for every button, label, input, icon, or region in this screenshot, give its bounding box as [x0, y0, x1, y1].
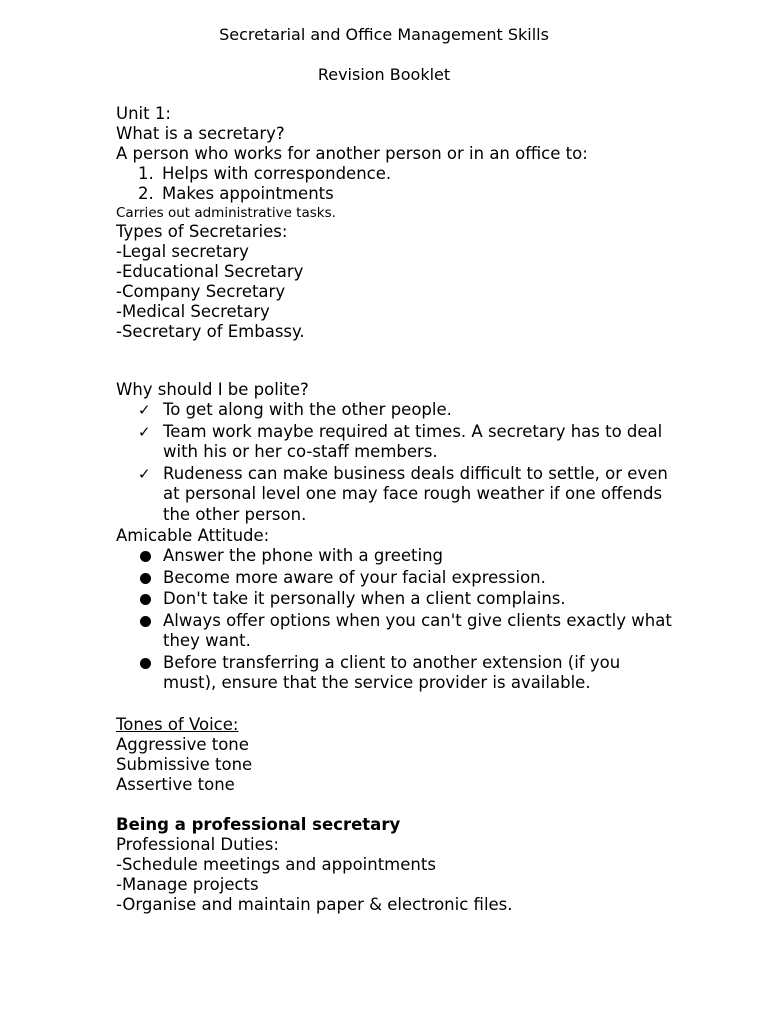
- duties-heading: Professional Duties:: [116, 834, 279, 854]
- types-heading: Types of Secretaries:: [116, 222, 288, 241]
- item-text: Makes appointments: [162, 184, 334, 203]
- type-item: -Medical Secretary: [116, 302, 270, 321]
- list-item-text: Become more aware of your facial expression.: [163, 567, 546, 587]
- duty-item: -Manage projects: [116, 874, 259, 894]
- bullet-icon: [140, 658, 151, 669]
- document-body: [116, 104, 676, 915]
- definition-text: A person who works for another person or in an office to:: [116, 144, 588, 163]
- list-item: [116, 400, 676, 421]
- tone-item: Aggressive tone: [116, 734, 249, 754]
- list-item-text: To get along with the other people.: [163, 400, 452, 419]
- numbered-item: [116, 184, 676, 204]
- list-item-text: Don't take it personally when a client complains.: [163, 589, 566, 608]
- tone-item: Submissive tone: [116, 754, 253, 774]
- question-heading: What is a secretary?: [116, 124, 285, 143]
- numbered-item: [116, 164, 676, 184]
- check-icon: ✓: [138, 401, 151, 419]
- duty-item: -Schedule meetings and appointments: [116, 854, 436, 874]
- check-icon: ✓: [138, 422, 151, 441]
- list-item-text: Always offer options when you can't give clients exactly what they want.: [163, 610, 672, 650]
- list-item: [116, 589, 676, 610]
- small-note: Carries out administrative tasks.: [116, 205, 336, 221]
- document-title: Secretarial and Office Management Skills: [219, 25, 549, 44]
- list-item: [116, 546, 676, 567]
- polite-list: [116, 400, 676, 525]
- item-number: 2.: [138, 184, 154, 203]
- type-item: -Educational Secretary: [116, 262, 304, 281]
- list-item: [116, 568, 676, 589]
- duty-item: -Organise and maintain paper & electronic files.: [116, 894, 513, 914]
- type-item: -Secretary of Embassy.: [116, 322, 305, 341]
- bullet-icon: [140, 594, 151, 605]
- list-item-text: Answer the phone with a greeting: [163, 546, 444, 565]
- item-number: 1.: [138, 164, 154, 183]
- professional-heading: Being a professional secretary: [116, 814, 401, 834]
- item-text: Helps with correspondence.: [162, 164, 392, 183]
- list-item: [116, 611, 676, 652]
- list-item-text: Team work maybe required at times. A secretary has to deal with his or her co-staff members.: [163, 421, 663, 461]
- list-item: [116, 653, 676, 694]
- bullet-icon: [140, 616, 151, 627]
- tone-item: Assertive tone: [116, 774, 235, 794]
- type-item: -Legal secretary: [116, 242, 249, 261]
- polite-heading: Why should I be polite?: [116, 380, 309, 399]
- tones-heading: Tones of Voice:: [116, 714, 239, 734]
- type-item: -Company Secretary: [116, 282, 286, 301]
- list-item: [116, 422, 676, 463]
- bullet-icon: [140, 573, 151, 584]
- list-item-text: Before transferring a client to another extension (if you must), ensure that the service provider is available.: [163, 652, 621, 692]
- amicable-list: [116, 546, 676, 694]
- amicable-heading: Amicable Attitude:: [116, 526, 270, 545]
- document-subtitle: Revision Booklet: [317, 65, 451, 84]
- list-item: [116, 464, 676, 526]
- bullet-icon: [140, 551, 151, 562]
- unit-heading: Unit 1:: [116, 104, 171, 123]
- check-icon: ✓: [138, 464, 151, 483]
- list-item-text: Rudeness can make business deals difficult to settle, or even at personal level one may face rough weather if one offends the other person.: [163, 463, 668, 524]
